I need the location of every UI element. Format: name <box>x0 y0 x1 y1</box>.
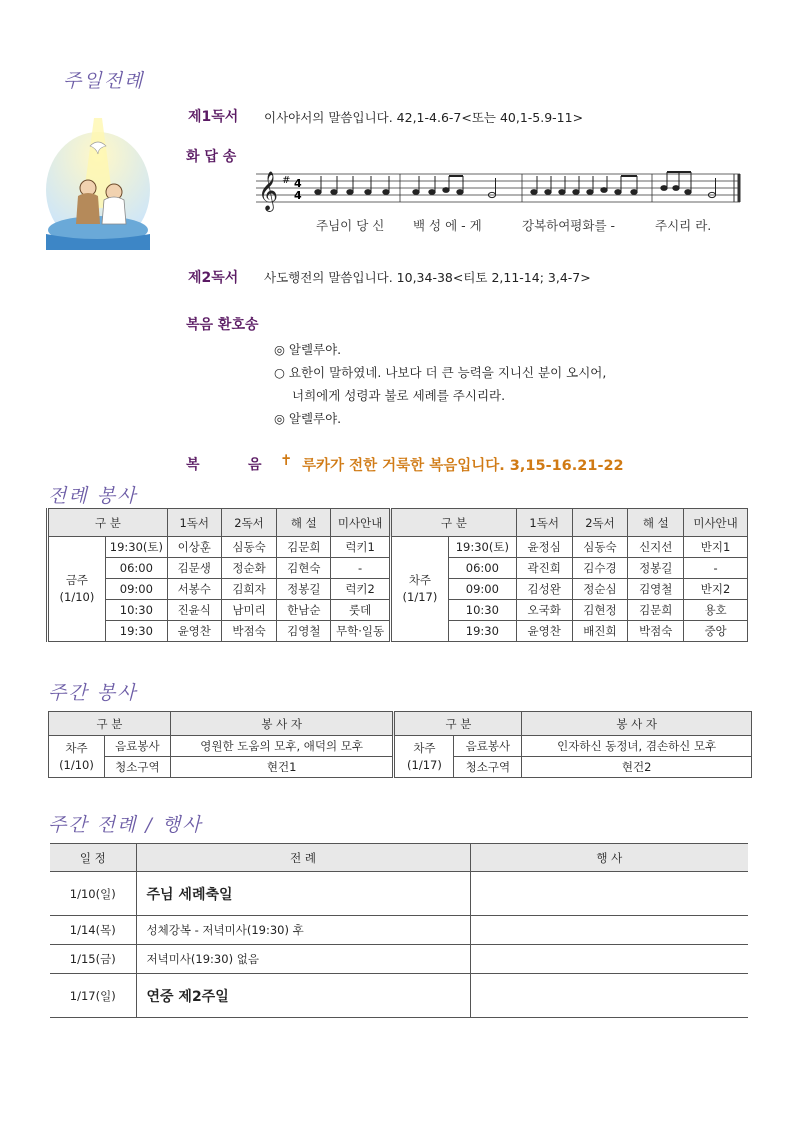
service-cell: 배진희 <box>572 621 628 642</box>
service-cell: 진윤식 <box>167 600 221 621</box>
service-cell: 정봉길 <box>277 579 331 600</box>
treble-clef-icon: 𝄞 <box>258 171 279 211</box>
group-label: 차주 <box>408 573 432 587</box>
service-cell: 이상훈 <box>167 537 221 558</box>
service-cell: - <box>684 558 748 579</box>
group-label: 차주 <box>65 740 88 755</box>
acclamation-label: 복음 환호송 <box>186 317 259 333</box>
service-cell: 심동숙 <box>221 537 277 558</box>
service-header-row <box>48 509 748 537</box>
service-cell: 김영철 <box>277 621 331 642</box>
service-cell: - <box>331 558 391 579</box>
weekly-volunteer: 현건1 <box>170 757 394 778</box>
service-cell: 럭키2 <box>331 579 391 600</box>
acclamation-line-4: ◎ 알렐루야. <box>274 411 342 426</box>
events-table <box>50 843 748 1018</box>
events-row <box>50 945 748 974</box>
service-cell: 정봉길 <box>628 558 684 579</box>
service-header-division-right: 구 분 <box>390 509 516 537</box>
gospel-label-1: 복 <box>186 457 200 473</box>
service-cell: 룻데 <box>331 600 391 621</box>
service-time: 10:30 <box>105 600 167 621</box>
service-time: 19:30 <box>105 621 167 642</box>
service-header-reading1: 1독서 <box>167 509 221 537</box>
psalm-lyric-2: 백 성 에 - 게 <box>413 218 482 233</box>
service-time: 19:30 <box>448 621 516 642</box>
events-liturgy: 성체강복 - 저녁미사(19:30) 후 <box>136 916 470 945</box>
weekly-volunteer: 현건2 <box>522 757 752 778</box>
service-cell: 김문희 <box>277 537 331 558</box>
events-date: 1/17(일) <box>50 974 136 1018</box>
service-cell: 심동숙 <box>572 537 628 558</box>
baptism-illustration <box>44 118 152 250</box>
events-liturgy: 연중 제2주일 <box>136 974 470 1018</box>
group-label: 차주 <box>413 740 436 755</box>
service-cell: 김영철 <box>628 579 684 600</box>
service-cell: 오국화 <box>516 600 572 621</box>
weekly-type: 음료봉사 <box>454 736 522 757</box>
gospel-text: 루카가 전한 거룩한 복음입니다. 3,15-16.21-22 <box>302 458 624 474</box>
service-cell: 럭키1 <box>331 537 391 558</box>
weekly-header-division: 구 분 <box>49 712 171 736</box>
gospel-cross-icon: ✝ <box>280 453 293 469</box>
weekly-volunteer: 영원한 도움의 모후, 애덕의 모후 <box>170 736 394 757</box>
events-header-liturgy: 전 례 <box>136 844 470 872</box>
events-date: 1/10(일) <box>50 872 136 916</box>
service-cell: 한남순 <box>277 600 331 621</box>
service-cell: 서봉수 <box>167 579 221 600</box>
service-cell: 정순심 <box>572 579 628 600</box>
events-event <box>470 916 748 945</box>
service-cell: 신지선 <box>628 537 684 558</box>
events-date: 1/14(목) <box>50 916 136 945</box>
weekly-section-title: 주간 봉사 <box>48 682 138 704</box>
service-time: 10:30 <box>448 600 516 621</box>
weekly-group-left <box>49 736 105 778</box>
service-time: 09:00 <box>448 579 516 600</box>
service-cell: 윤영찬 <box>516 621 572 642</box>
events-event <box>470 974 748 1018</box>
service-cell: 김수경 <box>572 558 628 579</box>
liturgy-section-title: 주일전례 <box>63 70 145 92</box>
service-row <box>48 537 748 558</box>
group-date: (1/10) <box>59 757 94 772</box>
service-cell: 박점숙 <box>628 621 684 642</box>
events-section-title: 주간 전례 / 행사 <box>48 814 203 836</box>
events-event <box>470 945 748 974</box>
service-cell: 김문생 <box>167 558 221 579</box>
service-time: 19:30(토) <box>448 537 516 558</box>
weekly-group-right <box>394 736 454 778</box>
gospel-label-2: 음 <box>248 457 262 473</box>
service-cell: 곽진희 <box>516 558 572 579</box>
service-cell: 무학·일동 <box>331 621 391 642</box>
weekly-table <box>48 711 752 778</box>
service-table <box>46 508 748 642</box>
reading2-label: 제2독서 <box>188 270 239 286</box>
service-section-title: 전례 봉사 <box>48 485 138 507</box>
weekly-type: 청소구역 <box>104 757 170 778</box>
service-header-reading2: 2독서 <box>221 509 277 537</box>
weekly-header-division-right: 구 분 <box>394 712 522 736</box>
service-header-usher-right: 미사안내 <box>684 509 748 537</box>
reading1-label: 제1독서 <box>188 109 239 125</box>
service-header-reading2-right: 2독서 <box>572 509 628 537</box>
svg-text:4: 4 <box>294 177 302 190</box>
svg-text:4: 4 <box>294 189 302 202</box>
acclamation-line-2: ○ 요한이 말하였네. 나보다 더 큰 능력을 지니신 분이 오시어, <box>274 365 607 380</box>
reading2-text: 사도행전의 말씀입니다. 10,34-38<티토 2,11-14; 3,4-7> <box>264 270 591 285</box>
service-cell: 윤영찬 <box>167 621 221 642</box>
weekly-header-volunteer: 봉 사 자 <box>170 712 394 736</box>
psalm-lyric-3: 강복하여평화를 - <box>522 218 616 233</box>
acclamation-line-3: 너희에게 성령과 불로 세례를 주시리라. <box>292 388 506 403</box>
service-cell: 반지1 <box>684 537 748 558</box>
weekly-row <box>49 736 752 757</box>
service-group-right <box>390 537 448 642</box>
events-event <box>470 872 748 916</box>
group-date: (1/17) <box>407 757 442 772</box>
acclamation-line-1: ◎ 알렐루야. <box>274 342 342 357</box>
events-row <box>50 916 748 945</box>
service-cell: 김현정 <box>572 600 628 621</box>
psalm-label: 화 답 송 <box>186 149 237 165</box>
service-header-usher: 미사안내 <box>331 509 391 537</box>
service-cell: 용호 <box>684 600 748 621</box>
service-header-commentary: 해 설 <box>277 509 331 537</box>
weekly-type: 음료봉사 <box>104 736 170 757</box>
group-label: 금주 <box>65 573 89 587</box>
weekly-header-row <box>49 712 752 736</box>
svg-text:#: # <box>282 175 291 186</box>
service-cell: 김희자 <box>221 579 277 600</box>
service-cell: 김현숙 <box>277 558 331 579</box>
notes-m1 <box>315 176 389 194</box>
service-time: 06:00 <box>448 558 516 579</box>
events-row <box>50 872 748 916</box>
service-header-reading1-right: 1독서 <box>516 509 572 537</box>
psalm-staff <box>256 168 744 212</box>
service-time: 09:00 <box>105 579 167 600</box>
service-cell: 김성완 <box>516 579 572 600</box>
events-header-date: 일 정 <box>50 844 136 872</box>
service-cell: 정순화 <box>221 558 277 579</box>
service-group-left <box>48 537 106 642</box>
events-date: 1/15(금) <box>50 945 136 974</box>
service-cell: 윤정심 <box>516 537 572 558</box>
psalm-lyric-4: 주시리 라. <box>655 218 712 233</box>
service-time: 19:30(토) <box>105 537 167 558</box>
service-cell: 남미리 <box>221 600 277 621</box>
events-liturgy: 주님 세례축일 <box>136 872 470 916</box>
events-liturgy: 저녁미사(19:30) 없음 <box>136 945 470 974</box>
service-cell: 중앙 <box>684 621 748 642</box>
reading1-text: 이사야서의 말씀입니다. 42,1-4.6-7<또는 40,1-5.9-11> <box>264 110 584 125</box>
notes-m3 <box>531 176 637 194</box>
notes-m4 <box>661 172 716 198</box>
group-date: (1/17) <box>402 590 438 604</box>
events-row <box>50 974 748 1018</box>
service-cell: 반지2 <box>684 579 748 600</box>
weekly-type: 청소구역 <box>454 757 522 778</box>
weekly-volunteer: 인자하신 동정녀, 겸손하신 모후 <box>522 736 752 757</box>
service-time: 06:00 <box>105 558 167 579</box>
weekly-header-volunteer-right: 봉 사 자 <box>522 712 752 736</box>
psalm-lyric-1: 주님이 당 신 <box>316 218 385 233</box>
events-header-row <box>50 844 748 872</box>
service-cell: 김문희 <box>628 600 684 621</box>
events-header-event: 행 사 <box>470 844 748 872</box>
group-date: (1/10) <box>59 590 95 604</box>
service-header-division: 구 분 <box>48 509 168 537</box>
service-cell: 박점숙 <box>221 621 277 642</box>
service-header-commentary-right: 해 설 <box>628 509 684 537</box>
notes-m2 <box>413 176 496 198</box>
